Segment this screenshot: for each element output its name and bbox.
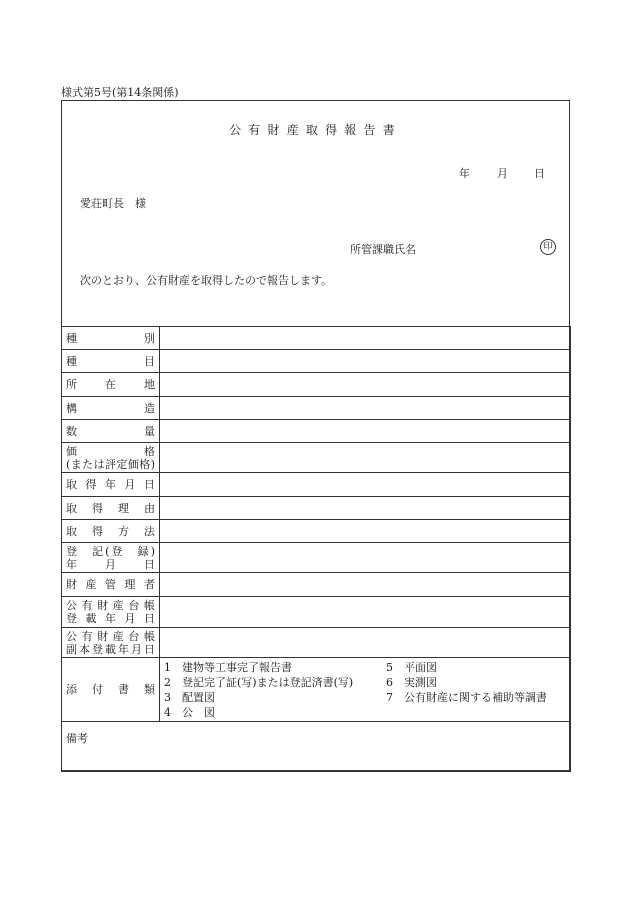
row-value-cell[interactable] — [160, 573, 571, 597]
row-label: 所 在 地 — [62, 373, 160, 397]
attachments-label: 添 付 書 類 — [62, 658, 160, 722]
table-row — [62, 520, 571, 543]
seal-mark: 印 — [540, 239, 556, 255]
table-row — [62, 497, 571, 520]
row-value-cell[interactable] — [160, 473, 571, 497]
remarks-label: 備考 — [66, 732, 88, 745]
attachment-item: 2 登記完了証(写)または登記済書(写) — [164, 675, 354, 689]
attachment-item: 5 平面図 — [386, 660, 437, 674]
official-name-label: 所管課職氏名 — [350, 243, 416, 256]
attachment-item: 6 実測図 — [386, 675, 437, 689]
remarks-row — [62, 722, 571, 772]
table-row — [62, 543, 571, 573]
date-month: 月 — [497, 167, 508, 180]
table-row — [62, 327, 571, 350]
report-form — [61, 100, 570, 771]
attachment-item: 1 建物等工事完了報告書 — [164, 660, 292, 674]
row-value-cell[interactable] — [160, 543, 571, 573]
row-label: 価 格 (または評定価格) — [62, 443, 160, 473]
row-label: 取得年月日 — [62, 473, 160, 497]
row-label: 取 得 理 由 — [62, 497, 160, 520]
remarks-cell[interactable] — [62, 722, 571, 772]
row-value-cell[interactable] — [160, 327, 571, 350]
row-value-cell[interactable] — [160, 350, 571, 373]
row-value-cell[interactable] — [160, 373, 571, 397]
attachments-row — [62, 658, 571, 722]
row-label: 種 目 — [62, 350, 160, 373]
row-label: 財産管理者 — [62, 573, 160, 597]
row-label: 取 得 方 法 — [62, 520, 160, 543]
attachment-item: 4 公 図 — [164, 705, 215, 719]
attachment-item: 3 配置図 — [164, 690, 215, 704]
date-year: 年 — [459, 167, 470, 180]
table-row — [62, 420, 571, 443]
row-label: 登 記(登 録) 年 月 日 — [62, 543, 160, 573]
row-label: 公有財産台帳 副本登載年月日 — [62, 628, 160, 658]
row-value-cell[interactable] — [160, 443, 571, 473]
row-value-cell[interactable] — [160, 397, 571, 420]
row-label: 数 量 — [62, 420, 160, 443]
table-row — [62, 350, 571, 373]
row-value-cell[interactable] — [160, 420, 571, 443]
form-title: 公有財産取得報告書 — [229, 123, 402, 137]
table-row — [62, 373, 571, 397]
table-row — [62, 443, 571, 473]
row-value-cell[interactable] — [160, 520, 571, 543]
table-row — [62, 573, 571, 597]
row-value-cell[interactable] — [160, 597, 571, 628]
row-label: 公有財産台帳 登載年月日 — [62, 597, 160, 628]
table-row — [62, 473, 571, 497]
table-row — [62, 628, 571, 658]
row-value-cell[interactable] — [160, 497, 571, 520]
attachment-item: 7 公有財産に関する補助等調書 — [386, 690, 547, 704]
report-statement: 次のとおり、公有財産を取得したので報告します。 — [80, 274, 333, 287]
table-row — [62, 397, 571, 420]
attachment-item — [386, 705, 575, 720]
property-details-table — [61, 326, 571, 772]
row-value-cell[interactable] — [160, 628, 571, 658]
row-label: 構 造 — [62, 397, 160, 420]
addressee: 愛荘町長 様 — [80, 197, 146, 210]
attachments-list — [160, 658, 571, 722]
row-label: 種 別 — [62, 327, 160, 350]
date-day: 日 — [534, 167, 545, 180]
form-number-label: 様式第5号(第14条関係) — [61, 86, 179, 99]
table-row — [62, 597, 571, 628]
